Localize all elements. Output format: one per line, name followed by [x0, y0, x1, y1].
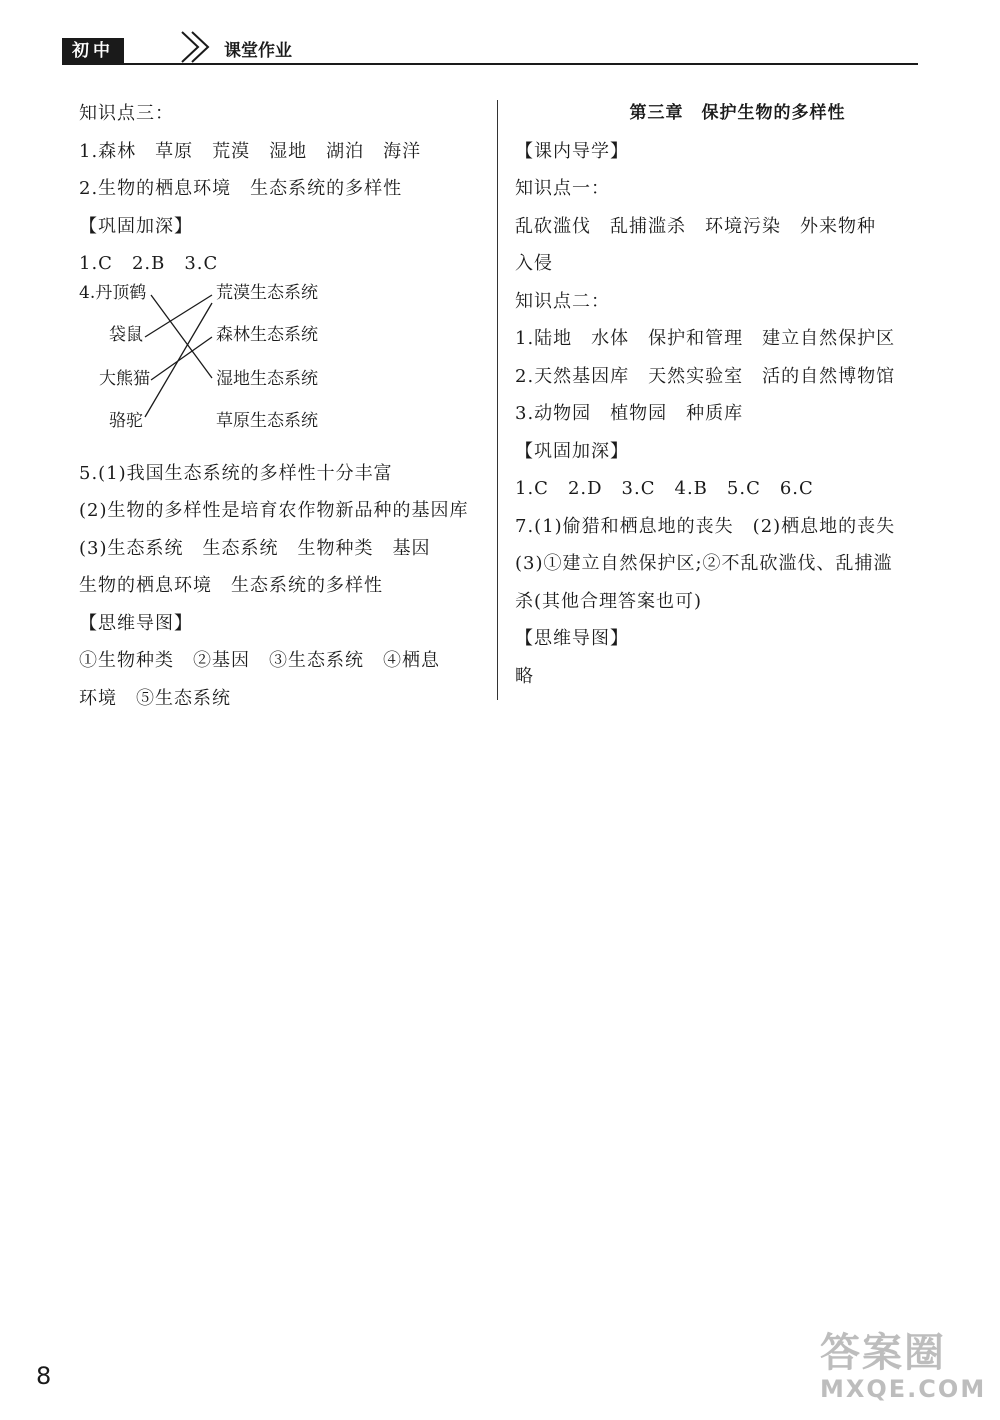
- match-left-item: 大熊猫: [99, 368, 150, 389]
- text-line: 1.C 2.D 3.C 4.B 5.C 6.C: [515, 478, 814, 499]
- text-line: 2.生物的栖息环境 生态系统的多样性: [79, 178, 403, 199]
- watermark-logo: [820, 1330, 990, 1410]
- header-tag: 初中: [62, 38, 124, 64]
- match-left-item: 4.丹顶鹤: [79, 282, 147, 303]
- text-line: 7.(1)偷猎和栖息地的丧失 (2)栖息地的丧失: [515, 515, 896, 537]
- text-line: 1.陆地 水体 保护和管理 建立自然保护区: [515, 328, 896, 349]
- column-divider: [497, 100, 498, 700]
- section-heading: 【课内导学】: [515, 140, 629, 162]
- text-line: 知识点一：: [515, 178, 610, 199]
- text-line: 2.天然基因库 天然实验室 活的自然博物馆: [515, 365, 896, 387]
- text-line: 知识点三：: [79, 103, 174, 124]
- text-line: 略: [515, 665, 534, 687]
- text-line: 杀(其他合理答案也可): [515, 590, 703, 612]
- page-number: 8: [36, 1362, 52, 1390]
- text-line: 生物的栖息环境 生态系统的多样性: [79, 575, 383, 596]
- match-right-item: 森林生态系统: [216, 324, 318, 345]
- match-left-item: 袋鼠: [109, 324, 143, 345]
- chevron-double-icon: [120, 30, 220, 66]
- text-line: 3.动物园 植物园 种质库: [515, 403, 744, 424]
- header-title: 课堂作业: [224, 41, 292, 61]
- section-heading: 【巩固加深】: [515, 440, 629, 462]
- text-line: 乱砍滥伐 乱捕滥杀 环境污染 外来物种: [515, 215, 876, 237]
- watermark-url: MXQE.COM: [820, 1375, 987, 1403]
- section-heading: 【巩固加深】: [79, 215, 193, 237]
- page-header: [62, 30, 918, 66]
- match-right-item: 荒漠生态系统: [216, 282, 318, 303]
- section-heading: 【思维导图】: [515, 628, 629, 649]
- section-heading: 【思维导图】: [79, 612, 193, 634]
- text-line: (3)①建立自然保护区;②不乱砍滥伐、乱捕滥: [515, 553, 893, 574]
- text-line: 环境 ⑤生态系统: [79, 687, 231, 709]
- chapter-title: 第三章 保护生物的多样性: [629, 103, 846, 123]
- text-line: ①生物种类 ②基因 ③生态系统 ④栖息: [79, 650, 440, 671]
- matching-diagram: [79, 283, 484, 455]
- left-column: [79, 95, 484, 717]
- watermark-text: 答案圈: [820, 1330, 946, 1376]
- text-line: (3)生态系统 生态系统 生物种类 基因: [79, 537, 431, 559]
- match-right-item: 湿地生态系统: [216, 368, 318, 389]
- match-left-item: 骆驼: [109, 410, 143, 431]
- text-line: (2)生物的多样性是培育农作物新品种的基因库: [79, 500, 469, 521]
- text-line: 1.C 2.B 3.C: [79, 253, 219, 274]
- header-rule: [62, 63, 918, 65]
- text-line: 知识点二：: [515, 290, 610, 312]
- match-right-item: 草原生态系统: [216, 410, 318, 431]
- right-column: [515, 95, 920, 695]
- text-line: 1.森林 草原 荒漠 湿地 湖泊 海洋: [79, 140, 422, 162]
- text-line: 5.(1)我国生态系统的多样性十分丰富: [79, 462, 393, 484]
- text-line: 入侵: [515, 253, 553, 274]
